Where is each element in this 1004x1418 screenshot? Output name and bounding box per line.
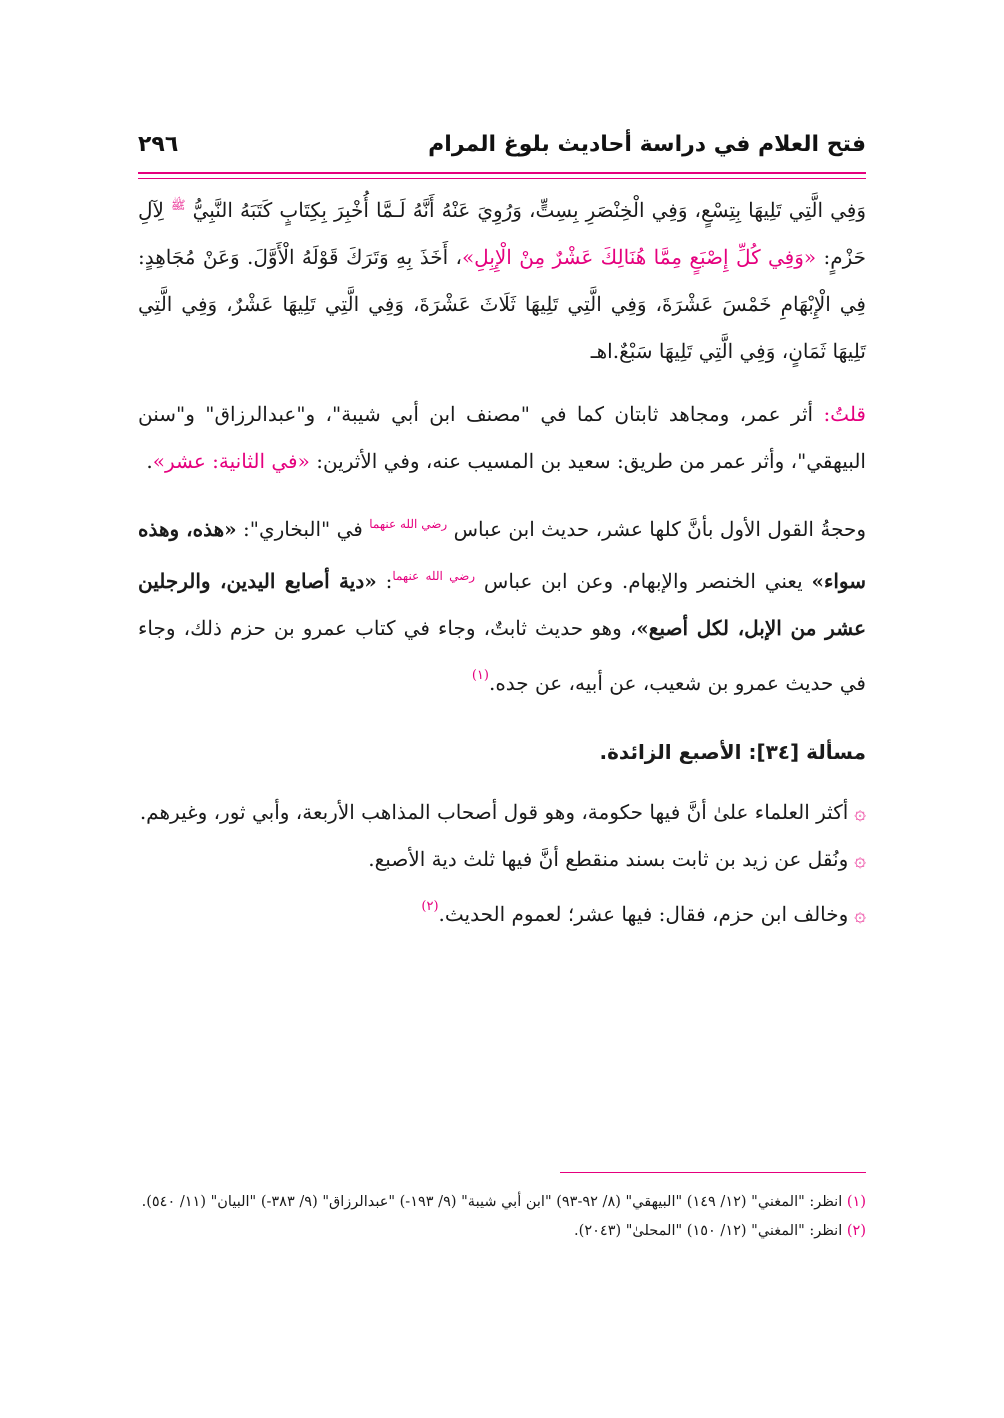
hadith-quote-bold: «هذه، وهذه سواء»: [138, 517, 867, 593]
text-run: .: [146, 449, 153, 473]
list-item: [138, 789, 866, 836]
footnote: [138, 1188, 866, 1217]
honorific-radiyallahu: رضي الله عنهما: [369, 517, 448, 531]
list-item-text: أكثر العلماء علىٰ أنَّ فيها حكومة، وهو قول أصحاب المذاهب الأربعة، وأبي ثور، وغيرهم.: [139, 800, 849, 824]
text-run: في: [336, 517, 363, 541]
text-run: ، وأثر عمر من طريق: سعيد بن المسيب عنه، وفي الأثرين:: [316, 449, 798, 473]
paragraph-quote: [138, 182, 866, 375]
hadith-quote-bold: «دية أصابع اليدين، والرجلين عشر من الإبل، لكل أصبع»: [138, 569, 866, 640]
honorific-radiyallahu: رضي الله عنهما: [392, 569, 476, 583]
paragraph-qultu: [138, 391, 866, 485]
footnote-number: (٢): [846, 1223, 866, 1239]
footnote-ref[interactable]: (١): [471, 668, 489, 683]
text-run: يعني الخنصر والإبهام. وعن ابن عباس: [483, 569, 803, 593]
text-run: ، و: [305, 402, 333, 426]
text-run: ، وهو حديث ثابتٌ، وجاء في كتاب عمرو بن حزم ذلك، وجاء في حديث عمرو بن شعيب، عن أبيه، عن جده.: [138, 616, 866, 695]
honorific-sallallahu: ﷺ: [171, 198, 186, 212]
hadith-quote: «في الثانية: عشر»: [152, 449, 310, 473]
bullet-list: [138, 789, 866, 938]
header-rule-thick: [138, 172, 866, 174]
footnote-separator: [560, 1172, 866, 1173]
hadith-quote: «وَفِي كُلِّ إِصْبَعٍ مِمَّا هُنَالِكَ عَشْرٌ مِنْ الْإِبِلِ»: [461, 245, 817, 269]
text-run: وحجةُ القول الأول بأنَّ كلها عشر، حديث ابن عباس: [453, 517, 867, 541]
footnote: [138, 1217, 866, 1246]
main-text: [138, 182, 866, 938]
section-heading: مسألة [٣٤]: الأصبع الزائدة.: [599, 740, 866, 764]
text-run: ، أَخَذَ بِهِ وَتَرَكَ قَوْلَهُ الْأَوَّلَ. وَعَنْ مُجَاهِدٍ: فِي الْإِبْهَامِ خَمْسَ عَشْرَةَ، وَفِي الَّتِي تَلِيهَا ثَلَاثَ عَشْرَةَ، وَفِي الَّتِي تَلِيهَا عَشْرٌ، وَفِي الَّتِي تَلِيهَا ثَمَانٍ، وَفِي الَّتِي تَلِيهَا سَبْعٌ.اهـ: [138, 245, 866, 363]
text-run: أثر عمر، ومجاهد ثابتان كما في: [540, 402, 814, 426]
text-run: :: [385, 569, 393, 593]
book-title: فتح العلام في دراسة أحاديث بلوغ المرام: [428, 132, 866, 157]
list-item-text: وخالف ابن حزم، فقال: فيها عشر؛ لعموم الحديث.: [438, 902, 849, 926]
footnote-ref[interactable]: (٢): [421, 899, 439, 914]
page-number: ٢٩٦: [138, 132, 179, 157]
list-item: [138, 883, 866, 938]
footnote-number: (١): [846, 1194, 866, 1210]
text-run: :: [243, 517, 250, 541]
list-item-text: ونُقل عن زيد بن ثابت بسند منقطع أنَّ فيها ثلث دية الأصبع.: [368, 847, 849, 871]
running-header: [138, 128, 866, 168]
footnotes: [138, 1188, 866, 1246]
paragraph-evidence: [138, 501, 866, 707]
source-ref: "مصنف ابن أبي شيبة": [332, 402, 530, 426]
rosette-icon: ۞: [854, 902, 866, 926]
qultu-label: قلتُ:: [823, 402, 866, 426]
rosette-icon: ۞: [854, 847, 866, 871]
source-ref: "سنن البيهقي": [138, 402, 866, 473]
footnote-text: انظر: "المغني" (١٢/ ١٥٠) "المحلىٰ" (٢٠٤٣).: [574, 1223, 843, 1239]
footnote-text: انظر: "المغني" (١٢/ ١٤٩) "البيهقي" (٨/ ٩٢-٩٣) "ابن أبي شيبة" (٩/ ١٩٣-) "عبدالرزاق" (٩/ ٣٨٣-) "البيان" (١١/ ٥٤٠).: [141, 1194, 843, 1210]
header-rule-thin: [138, 178, 866, 179]
source-ref: "البخاري": [249, 517, 331, 541]
list-item: [138, 836, 866, 883]
text-run: وَفِي الَّتِي تَلِيهَا بِتِسْعٍ، وَفِي الْخِنْصَرِ بِسِتٍّ، وَرُوِيَ عَنْهُ أَنَّهُ لَـمَّا أُخْبِرَ بِكِتَابٍ كَتَبَهُ النَّبِيُّ: [192, 198, 867, 222]
text-run: لِآلِ حَزْمٍ:: [138, 198, 866, 269]
text-run: و: [185, 402, 195, 426]
rosette-icon: ۞: [854, 800, 866, 824]
source-ref: "عبدالرزاق": [205, 402, 306, 426]
